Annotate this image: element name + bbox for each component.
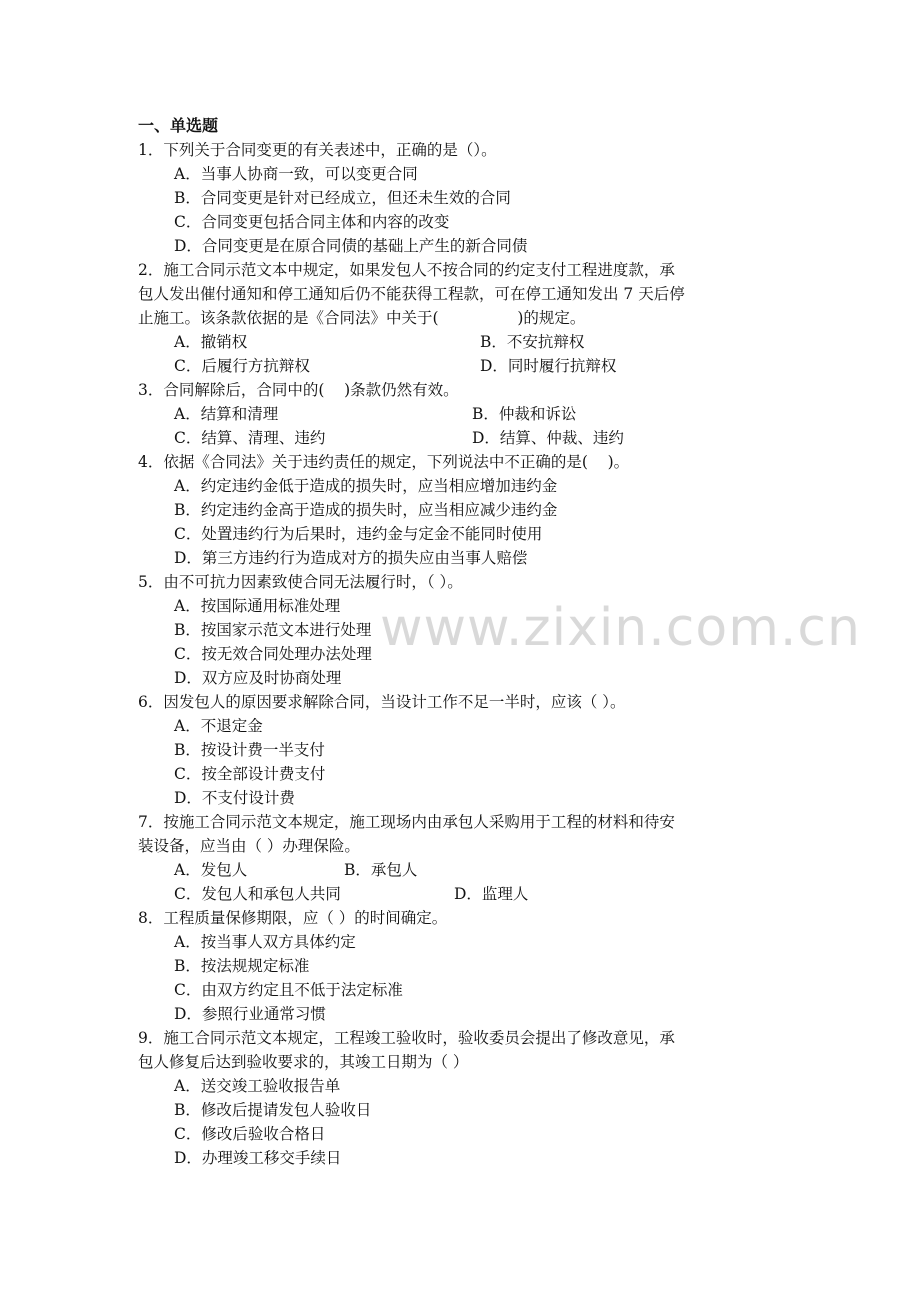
option-b: B．合同变更是针对已经成立，但还未生效的合同 bbox=[174, 189, 511, 207]
question-4 bbox=[138, 450, 788, 570]
question-text: 包人发出催付通知和停工通知后仍不能获得工程款，可在停工通知发出 7 天后停 bbox=[138, 285, 685, 303]
question-text: 1．下列关于合同变更的有关表述中，正确的是（）。 bbox=[138, 141, 497, 159]
option-a: A．发包人 bbox=[174, 861, 248, 879]
option-c: C．按无效合同处理办法处理 bbox=[174, 645, 372, 663]
question-text: 6．因发包人的原因要求解除合同，当设计工作不足一半时，应该（ ）。 bbox=[138, 693, 626, 711]
option-a: A．当事人协商一致，可以变更合同 bbox=[174, 165, 418, 183]
question-text: 4．依据《合同法》关于违约责任的规定，下列说法中不正确的是( )。 bbox=[138, 453, 630, 471]
question-7 bbox=[138, 810, 788, 906]
option-c: C．合同变更包括合同主体和内容的改变 bbox=[174, 213, 450, 231]
section-title: 一、单选题 bbox=[138, 116, 219, 135]
option-d: D．办理竣工移交手续日 bbox=[174, 1149, 342, 1167]
question-8 bbox=[138, 906, 788, 1026]
option-b: B．按国家示范文本进行处理 bbox=[174, 621, 372, 639]
option-row bbox=[138, 426, 788, 450]
question-3 bbox=[138, 378, 788, 450]
question-text: 2．施工合同示范文本中规定，如果发包人不按合同的约定支付工程进度款，承 bbox=[138, 261, 675, 279]
option-b: B．不安抗辩权 bbox=[480, 333, 585, 351]
question-text: 9．施工合同示范文本规定，工程竣工验收时，验收委员会提出了修改意见，承 bbox=[138, 1029, 675, 1047]
option-c: C．后履行方抗辩权 bbox=[174, 357, 310, 375]
question-text: 装设备，应当由（ ）办理保险。 bbox=[138, 837, 360, 855]
option-b: B．按设计费一半支付 bbox=[174, 741, 325, 759]
question-1 bbox=[138, 138, 788, 258]
question-5 bbox=[138, 570, 788, 690]
option-b: B．按法规规定标准 bbox=[174, 957, 310, 975]
watermark: www.zixin.com.cn bbox=[380, 598, 861, 658]
option-c: C．结算、清理、违约 bbox=[174, 429, 326, 447]
exam-page bbox=[138, 114, 788, 1170]
option-a: A．撤销权 bbox=[174, 333, 248, 351]
option-b: B．承包人 bbox=[344, 861, 418, 879]
option-a: A．约定违约金低于造成的损失时，应当相应增加违约金 bbox=[174, 477, 558, 495]
option-row bbox=[138, 882, 788, 906]
option-row bbox=[138, 330, 788, 354]
option-a: A．送交竣工验收报告单 bbox=[174, 1077, 341, 1095]
question-text: 包人修复后达到验收要求的，其竣工日期为（ ） bbox=[138, 1053, 469, 1071]
option-c: C．处置违约行为后果时，违约金与定金不能同时使用 bbox=[174, 525, 543, 543]
question-text: 7．按施工合同示范文本规定，施工现场内由承包人采购用于工程的材料和待安 bbox=[138, 813, 675, 831]
question-text: 止施工。该条款依据的是《合同法》中关于( )的规定。 bbox=[138, 309, 586, 327]
option-c: C．按全部设计费支付 bbox=[174, 765, 326, 783]
option-a: A．按国际通用标准处理 bbox=[174, 597, 341, 615]
option-d: D．双方应及时协商处理 bbox=[174, 669, 342, 687]
question-2 bbox=[138, 258, 788, 378]
option-row bbox=[138, 858, 788, 882]
option-d: D．参照行业通常习惯 bbox=[174, 1005, 326, 1023]
option-b: B．仲裁和诉讼 bbox=[472, 405, 577, 423]
option-row bbox=[138, 354, 788, 378]
option-a: A．不退定金 bbox=[174, 717, 263, 735]
option-d: D．同时履行抗辩权 bbox=[480, 357, 617, 375]
option-c: C．发包人和承包人共同 bbox=[174, 885, 341, 903]
option-b: B．约定违约金高于造成的损失时，应当相应减少违约金 bbox=[174, 501, 558, 519]
question-text: 3．合同解除后，合同中的( )条款仍然有效。 bbox=[138, 381, 459, 399]
question-6 bbox=[138, 690, 788, 810]
option-c: C．修改后验收合格日 bbox=[174, 1125, 326, 1143]
option-d: D．合同变更是在原合同债的基础上产生的新合同债 bbox=[174, 237, 528, 255]
option-b: B．修改后提请发包人验收日 bbox=[174, 1101, 372, 1119]
question-text: 5．由不可抗力因素致使合同无法履行时，（ ）。 bbox=[138, 573, 463, 591]
option-row bbox=[138, 402, 788, 426]
option-d: D．监理人 bbox=[454, 885, 529, 903]
option-d: D．不支付设计费 bbox=[174, 789, 295, 807]
option-c: C．由双方约定且不低于法定标准 bbox=[174, 981, 403, 999]
option-a: A．结算和清理 bbox=[174, 405, 279, 423]
question-text: 8．工程质量保修期限，应（ ）的时间确定。 bbox=[138, 909, 448, 927]
option-a: A．按当事人双方具体约定 bbox=[174, 933, 356, 951]
question-9 bbox=[138, 1026, 788, 1170]
option-d: D．第三方违约行为造成对方的损失应由当事人赔偿 bbox=[174, 549, 528, 567]
option-d: D．结算、仲裁、违约 bbox=[472, 429, 624, 447]
